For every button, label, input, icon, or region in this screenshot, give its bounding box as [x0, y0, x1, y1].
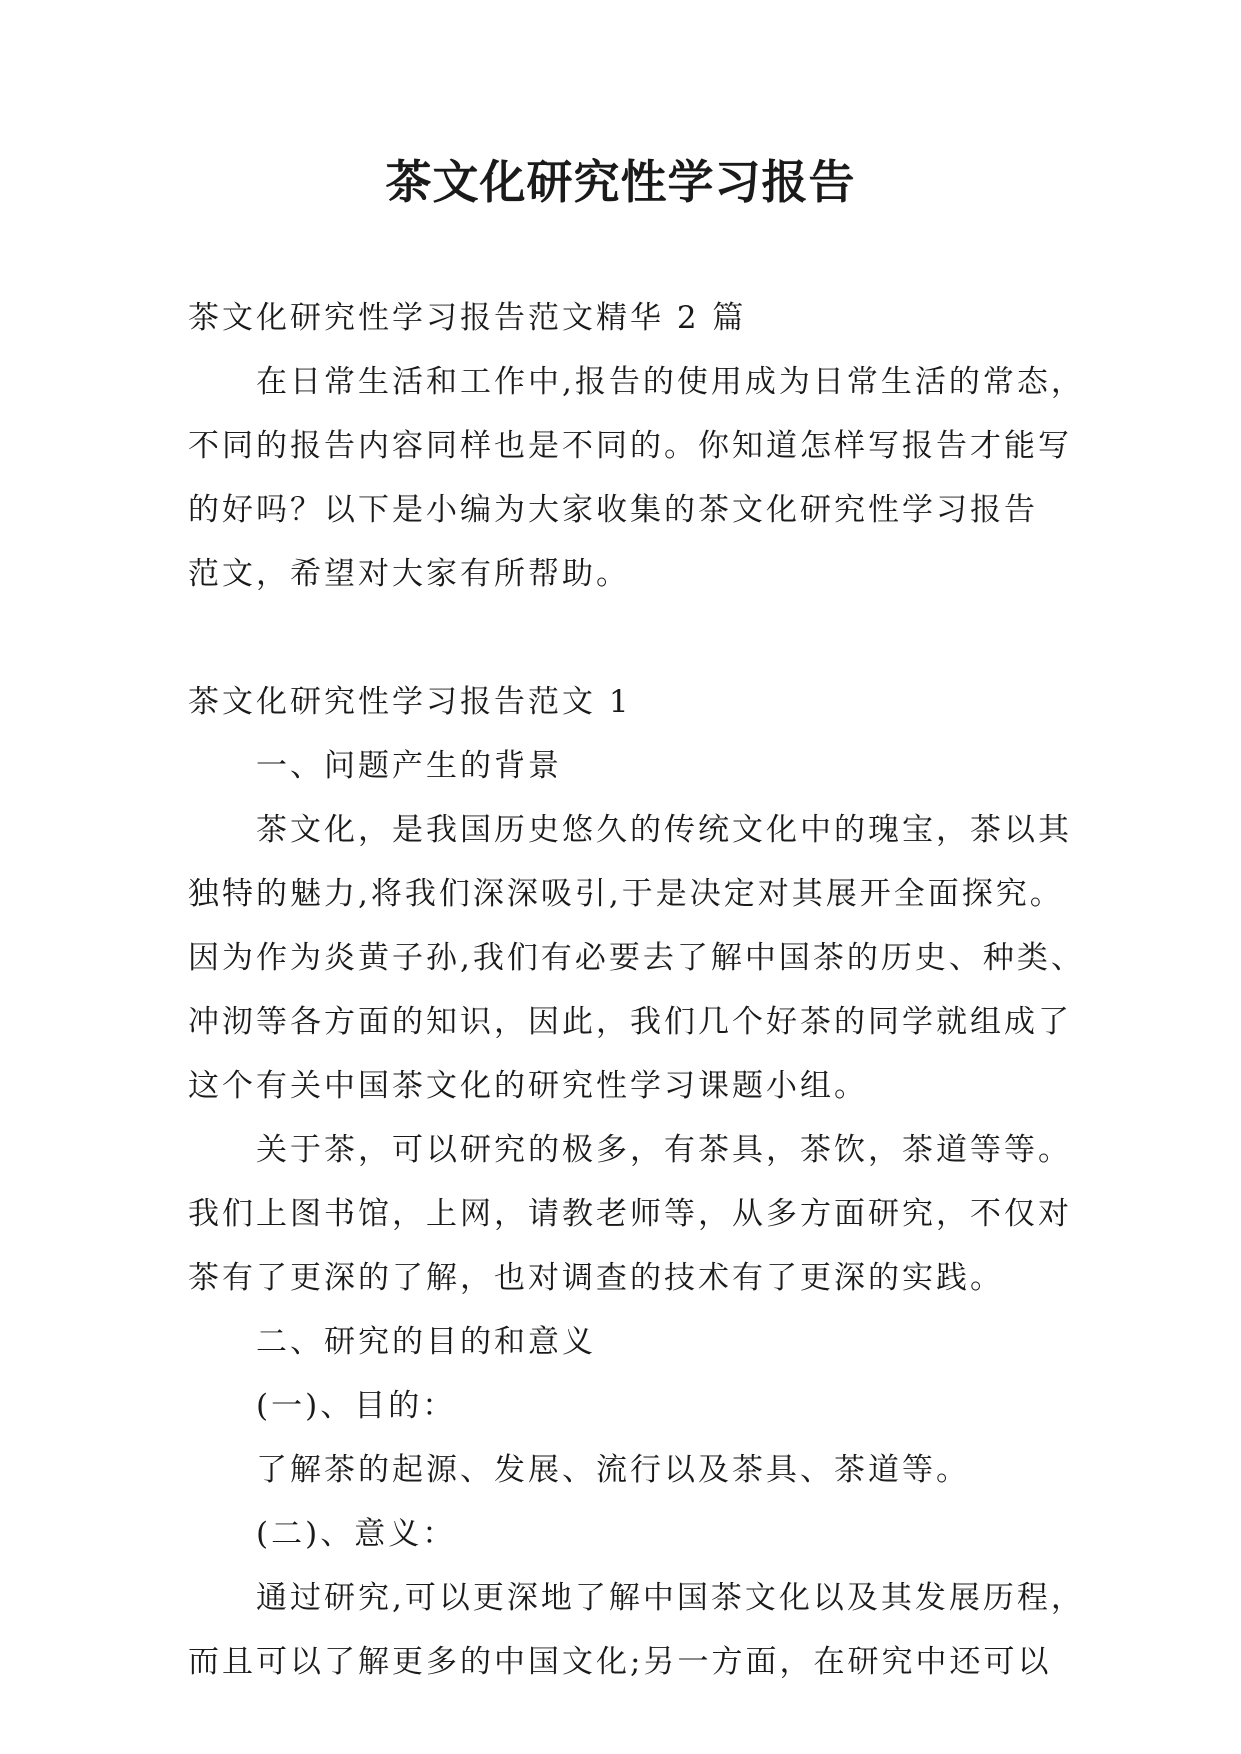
- paragraph-line: 我们上图书馆，上网，请教老师等，从多方面研究，不仅对: [188, 1196, 1072, 1232]
- paragraph-line: 冲沏等各方面的知识，因此，我们几个好茶的同学就组成了: [188, 1004, 1072, 1040]
- paragraph-line: 这个有关中国茶文化的研究性学习课题小组。: [188, 1068, 868, 1104]
- subheading-background: 一、问题产生的背景: [256, 748, 562, 784]
- paragraph-line: 茶有了更深的了解，也对调查的技术有了更深的实践。: [188, 1260, 1004, 1296]
- paragraph-line: 范文，希望对大家有所帮助。: [188, 556, 630, 592]
- paragraph-gap: [188, 606, 1048, 670]
- paragraph-line: 通过研究,可以更深地了解中国茶文化以及其发展历程，: [256, 1580, 1085, 1616]
- paragraph-line: 在日常生活和工作中,报告的使用成为日常生活的常态，: [256, 364, 1085, 400]
- paragraph-line: 的好吗？以下是小编为大家收集的茶文化研究性学习报告: [188, 492, 1038, 528]
- paragraph-line: 而且可以了解更多的中国文化;另一方面，在研究中还可以: [188, 1644, 1052, 1680]
- paragraph-line: 关于茶，可以研究的极多，有茶具，茶饮，茶道等等。: [256, 1132, 1072, 1168]
- subheading-purpose: (一)、目的：: [256, 1388, 457, 1424]
- section-heading-sample-1: 茶文化研究性学习报告范文 1: [188, 684, 632, 720]
- document-title: 茶文化研究性学习报告: [385, 155, 856, 209]
- document-body: [188, 286, 1085, 1694]
- paragraph-line: 茶文化，是我国历史悠久的传统文化中的瑰宝，茶以其: [256, 812, 1072, 848]
- paragraph-line: 因为作为炎黄子孙,我们有必要去了解中国茶的历史、种类、: [188, 940, 1085, 976]
- subheading-significance: (二)、意义：: [256, 1516, 457, 1552]
- paragraph-line: 独特的魅力,将我们深深吸引,于是决定对其展开全面探究。: [188, 876, 1064, 912]
- paragraph-line: 了解茶的起源、发展、流行以及茶具、茶道等。: [256, 1452, 970, 1488]
- paragraph-line: 不同的报告内容同样也是不同的。你知道怎样写报告才能写: [188, 428, 1072, 464]
- section-heading-intro: 茶文化研究性学习报告范文精华 2 篇: [188, 300, 747, 336]
- subheading-purpose-significance: 二、研究的目的和意义: [256, 1324, 596, 1360]
